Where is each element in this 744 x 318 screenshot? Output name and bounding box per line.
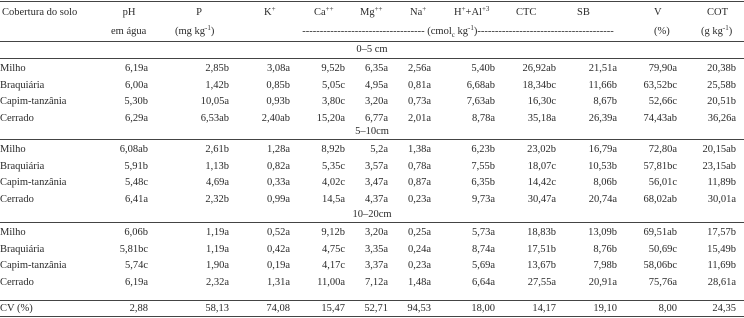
- table-cell: 5,81bc: [119, 243, 148, 255]
- table-cell: 6,29a: [124, 112, 148, 124]
- col-unit-p: (mg $kg^{-1}$): [175, 24, 215, 37]
- table-cell: 94,53: [407, 303, 431, 314]
- table-cell: 11,69b: [707, 260, 736, 271]
- table-cell: 19,10: [593, 303, 617, 314]
- table-cell: 28,61a: [707, 276, 736, 288]
- table-cell: 6,23b: [471, 144, 495, 155]
- table-cell: 18,83b: [527, 227, 556, 238]
- table-cell: 0,85b: [266, 79, 290, 91]
- row-label: Braquiária: [0, 160, 45, 172]
- row-label: Capim-tanzânia: [0, 177, 67, 188]
- table-cell: 1,13b: [205, 160, 229, 172]
- table-cell: 3,20a: [364, 96, 388, 107]
- table-cell: 5,05c: [321, 79, 345, 91]
- cv-rule: [0, 300, 744, 301]
- table-cell: 0,93b: [266, 96, 290, 107]
- table-cell: 3,20a: [364, 227, 388, 238]
- table-cell: 26,92ab: [522, 63, 556, 74]
- table-cell: 6,68ab: [466, 79, 495, 91]
- table-cell: 75,76a: [648, 276, 677, 288]
- table-cell: 13,09b: [588, 227, 617, 238]
- table-cell: 14,42c: [527, 177, 556, 188]
- row-label: Capim-tanzânia: [0, 96, 67, 107]
- table-cell: 1,90a: [205, 260, 229, 271]
- table-cell: 1,28a: [266, 144, 290, 155]
- table-cell: 35,18a: [527, 112, 556, 124]
- table-cell: 6,64a: [471, 276, 495, 288]
- table-cell: 0,25a: [407, 227, 431, 238]
- table-cell: 5,69a: [471, 260, 495, 271]
- table-cell: 6,41a: [124, 193, 148, 205]
- table-cell: 6,77a: [364, 112, 388, 124]
- table-cell: 6,35b: [471, 177, 495, 188]
- table-cell: 0,23a: [407, 260, 431, 271]
- table-cell: 10,53b: [588, 160, 617, 172]
- table-cell: 25,58b: [707, 79, 736, 91]
- table-cell: 52,66c: [648, 96, 677, 107]
- table-cell: 2,85b: [205, 63, 229, 74]
- table-cell: 30,47a: [527, 193, 556, 205]
- section-label: 5–10cm: [355, 126, 389, 137]
- table-cell: 58,06bc: [643, 260, 677, 271]
- table-cell: 11,00a: [317, 276, 345, 288]
- table-cell: 5,30b: [124, 96, 148, 107]
- table-cell: 50,69c: [648, 243, 677, 255]
- table-cell: 4,37a: [364, 193, 388, 205]
- table-cell: 20,51b: [707, 96, 736, 107]
- row-label: Milho: [0, 227, 26, 238]
- table-cell: 11,89b: [707, 177, 736, 188]
- table-cell: 2,40ab: [261, 112, 290, 124]
- col-header-na: Na+: [410, 5, 427, 18]
- table-cell: 2,01a: [407, 112, 431, 124]
- table-cell: 1,42b: [205, 79, 229, 91]
- table-cell: 18,00: [471, 303, 495, 314]
- table-cell: 7,63ab: [466, 96, 495, 107]
- col-unit-ph: em água: [111, 26, 147, 37]
- table-cell: 6,00a: [124, 79, 148, 91]
- table-cell: 5,48c: [124, 177, 148, 188]
- table-cell: 8,00: [658, 303, 677, 314]
- table-cell: 15,20a: [316, 112, 345, 124]
- table-cell: 4,69a: [205, 177, 229, 188]
- table-cell: 0,99a: [266, 193, 290, 205]
- row-label: Cerrado: [0, 112, 34, 124]
- table-cell: 3,47a: [364, 177, 388, 188]
- row-label: Capim-tanzânia: [0, 260, 67, 271]
- row-label: Milho: [0, 144, 26, 155]
- col-header-ca: Ca++: [314, 5, 334, 18]
- table-cell: 6,19a: [124, 63, 148, 74]
- col-unit-v: (%): [654, 26, 670, 37]
- table-cell: 23,15ab: [702, 160, 736, 172]
- bottom-rule: [0, 316, 744, 317]
- row-label: Milho: [0, 63, 26, 74]
- table-cell: 17,51b: [527, 243, 556, 255]
- table-cell: 18,07c: [527, 160, 556, 172]
- table-cell: 1,19a: [205, 227, 229, 238]
- section-label: 0–5 cm: [356, 44, 388, 55]
- table-cell: 6,35a: [364, 63, 388, 74]
- table-cell: 0,23a: [407, 193, 431, 205]
- table-cell: 8,67b: [593, 96, 617, 107]
- table-cell: 0,24a: [407, 243, 431, 255]
- table-cell: 8,06b: [593, 177, 617, 188]
- col-header-v: V: [654, 7, 662, 18]
- row-label: Braquiária: [0, 79, 45, 91]
- table-cell: 20,74a: [588, 193, 617, 205]
- table-cell: 0,73a: [407, 96, 431, 107]
- table-cell: 74,08: [266, 303, 290, 314]
- table-cell: 1,48a: [407, 276, 431, 288]
- row-label: CV (%): [0, 303, 33, 314]
- table-cell: 2,61b: [205, 144, 229, 155]
- table-cell: 14,17: [532, 303, 556, 314]
- table-cell: 4,75c: [321, 243, 345, 255]
- table-cell: 8,92b: [321, 144, 345, 155]
- table-cell: 3,37a: [364, 260, 388, 271]
- section-rule: [0, 58, 744, 59]
- table-cell: 3,35a: [364, 243, 388, 255]
- table-cell: 68,02ab: [643, 193, 677, 205]
- table-cell: 2,32b: [205, 193, 229, 205]
- col-header-p: P: [196, 7, 202, 18]
- table-cell: 2,56a: [407, 63, 431, 74]
- table-cell: 79,90a: [648, 63, 677, 74]
- table-cell: 0,42a: [266, 243, 290, 255]
- table-cell: 18,34bc: [522, 79, 556, 91]
- table-cell: 57,81bc: [643, 160, 677, 172]
- col-header-k: K+: [264, 5, 276, 18]
- table-cell: 0,33a: [266, 177, 290, 188]
- section-rule: [0, 222, 744, 223]
- table-cell: 72,80a: [648, 144, 677, 155]
- table-cell: 69,51ab: [643, 227, 677, 238]
- table-cell: 74,43ab: [643, 112, 677, 124]
- col-header-mg: Mg++: [360, 5, 383, 18]
- table-cell: 7,98b: [593, 260, 617, 271]
- table-cell: 9,12b: [321, 227, 345, 238]
- table-cell: 10,05a: [200, 96, 229, 107]
- table-cell: 52,71: [364, 303, 388, 314]
- table-cell: 5,2a: [370, 144, 388, 155]
- col-header-cot: COT: [707, 7, 728, 18]
- table-cell: 9,52b: [321, 63, 345, 74]
- table-cell: 9,73a: [471, 193, 495, 205]
- header-rule: [0, 41, 744, 42]
- row-label: Cerrado: [0, 193, 34, 205]
- col-unit-cot: (g $kg^{-1}$): [701, 24, 733, 37]
- table-cell: 4,95a: [364, 79, 388, 91]
- table-cell: 8,78a: [471, 112, 495, 124]
- table-cell: 3,08a: [266, 63, 290, 74]
- table-cell: 5,40b: [471, 63, 495, 74]
- table-cell: 7,55b: [471, 160, 495, 172]
- table-cell: 0,78a: [407, 160, 431, 172]
- table-cell: 6,53ab: [200, 112, 229, 124]
- col-unit-cmol: ----------------------------------- (cmol$_c$ $kg^{-1})---------------------------------------$: [302, 25, 614, 38]
- table-cell: 1,31a: [266, 276, 290, 288]
- table-cell: 15,47: [321, 303, 345, 314]
- row-label: Cerrado: [0, 276, 34, 288]
- section-rule: [0, 139, 744, 140]
- table-cell: 8,74a: [471, 243, 495, 255]
- col-header-h-al: $H^++Al^{+3}$: [454, 5, 490, 18]
- table-cell: 0,81a: [407, 79, 431, 91]
- col-header-ph: pH: [122, 7, 136, 18]
- table-cell: 36,26a: [707, 112, 736, 124]
- table-cell: 24,35: [712, 303, 736, 314]
- table-cell: 0,19a: [266, 260, 290, 271]
- table-cell: 5,73a: [471, 227, 495, 238]
- table-cell: 0,82a: [266, 160, 290, 172]
- table-cell: 5,91b: [124, 160, 148, 172]
- table-cell: 20,15ab: [702, 144, 736, 155]
- table-cell: 7,12a: [364, 276, 388, 288]
- table-cell: 21,51a: [588, 63, 617, 74]
- section-label: 10–20cm: [352, 209, 392, 220]
- table-cell: 15,49b: [707, 243, 736, 255]
- table-cell: 16,30c: [527, 96, 556, 107]
- table-cell: 63,52bc: [643, 79, 677, 91]
- table-cell: 11,66b: [588, 79, 617, 91]
- table-cell: 56,01c: [648, 177, 677, 188]
- table-cell: 3,57a: [364, 160, 388, 172]
- table-cell: 30,01a: [707, 193, 736, 205]
- table-cell: 5,74c: [124, 260, 148, 271]
- table-cell: 8,76b: [593, 243, 617, 255]
- top-rule: [0, 1, 744, 2]
- table-cell: 6,19a: [124, 276, 148, 288]
- table-cell: 16,79a: [588, 144, 617, 155]
- col-header-cobertura: Cobertura do solo: [2, 7, 78, 18]
- table-cell: 17,57b: [707, 227, 736, 238]
- table-cell: 26,39a: [588, 112, 617, 124]
- table-cell: 6,06b: [124, 227, 148, 238]
- table-cell: 5,35c: [321, 160, 345, 172]
- table-cell: 4,17c: [321, 260, 345, 271]
- table-cell: 4,02c: [321, 177, 345, 188]
- col-header-ctc: CTC: [516, 7, 537, 18]
- table-cell: 58,13: [205, 303, 229, 314]
- table-cell: 3,80c: [321, 96, 345, 107]
- table-cell: 0,87a: [407, 177, 431, 188]
- table-cell: 27,55a: [527, 276, 556, 288]
- table-cell: 0,52a: [266, 227, 290, 238]
- table-cell: 1,19a: [205, 243, 229, 255]
- table-cell: 6,08ab: [119, 144, 148, 155]
- table-cell: 1,38a: [407, 144, 431, 155]
- table-cell: 13,67b: [527, 260, 556, 271]
- table-cell: 23,02b: [527, 144, 556, 155]
- table-cell: 2,32a: [205, 276, 229, 288]
- col-header-sb: SB: [577, 7, 590, 18]
- table-cell: 20,91a: [588, 276, 617, 288]
- table-cell: 14,5a: [321, 193, 345, 205]
- table-cell: 2,88: [129, 303, 148, 314]
- table-cell: 20,38b: [707, 63, 736, 74]
- row-label: Braquiária: [0, 243, 45, 255]
